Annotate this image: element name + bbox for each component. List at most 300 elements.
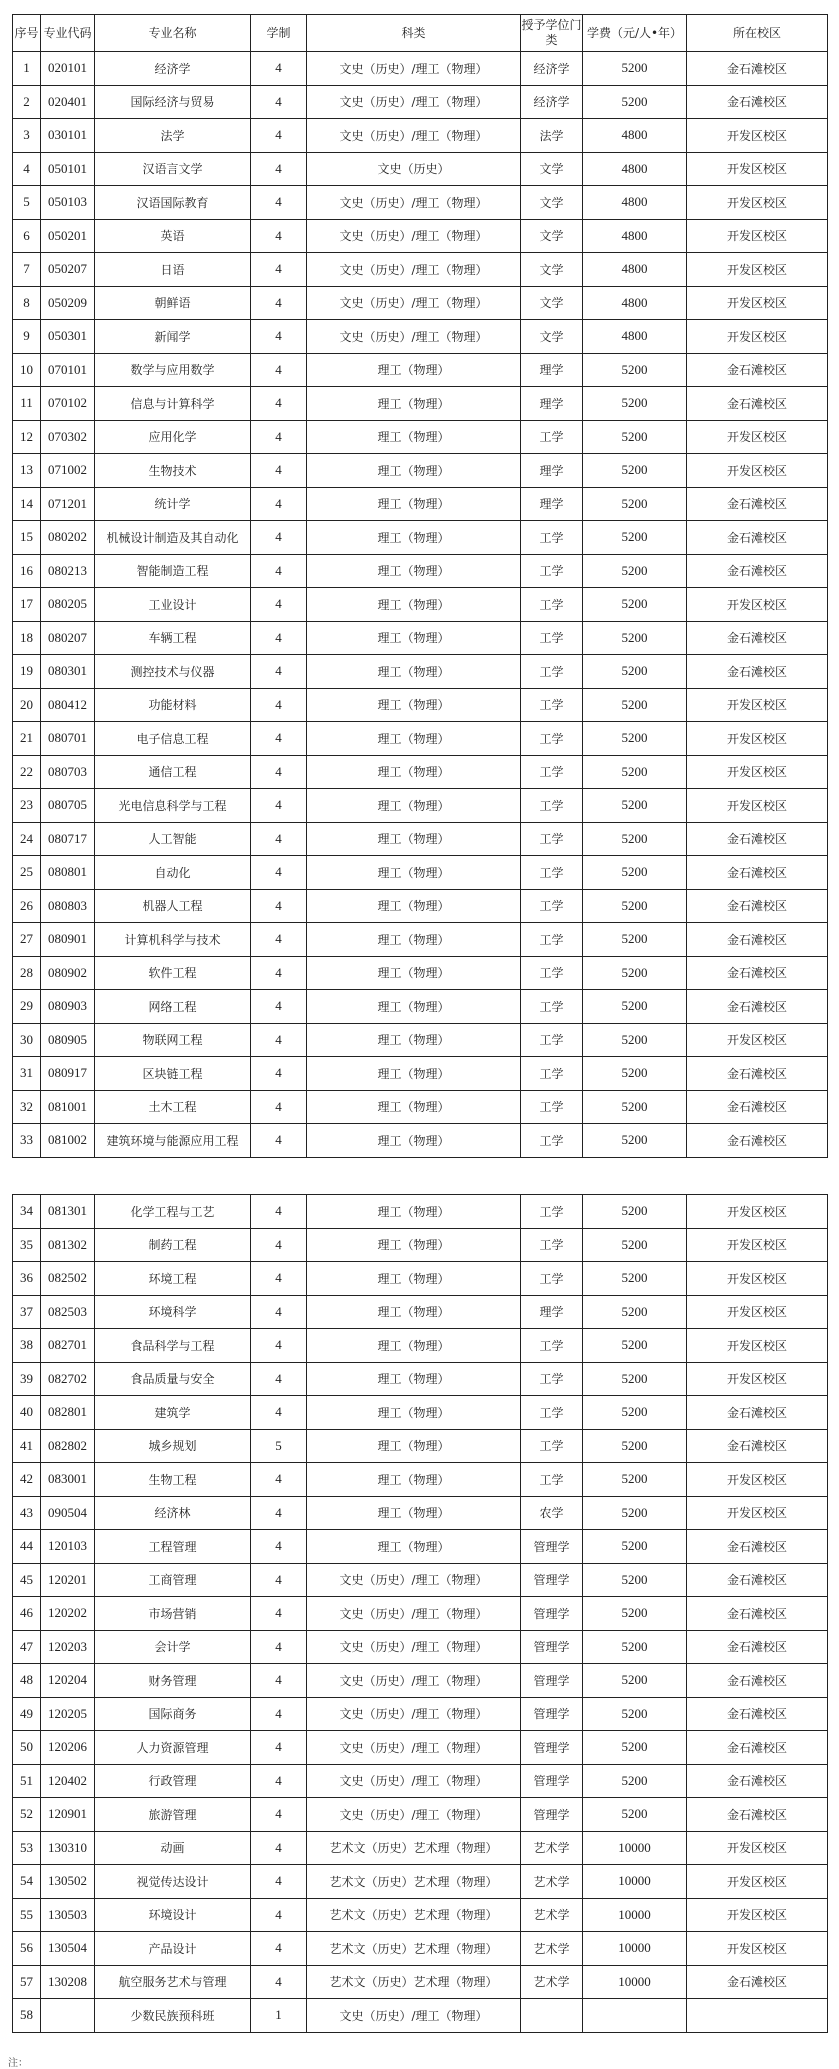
row-campus: 开发区校区 xyxy=(687,1228,828,1262)
row-degree: 文学 xyxy=(521,219,583,253)
row-code: 120205 xyxy=(41,1697,95,1731)
row-code: 120402 xyxy=(41,1764,95,1798)
row-subject: 艺术文（历史）艺术理（物理） xyxy=(307,1898,521,1932)
row-code: 020401 xyxy=(41,85,95,119)
row-name: 工业设计 xyxy=(95,588,251,622)
row-name: 智能制造工程 xyxy=(95,554,251,588)
table-row xyxy=(13,286,828,320)
row-subject: 理工（物理） xyxy=(307,621,521,655)
row-years: 4 xyxy=(251,1731,307,1765)
row-seq: 17 xyxy=(13,588,41,622)
row-degree: 经济学 xyxy=(521,52,583,86)
row-campus: 金石滩校区 xyxy=(687,1396,828,1430)
row-subject: 理工（物理） xyxy=(307,1530,521,1564)
row-name: 通信工程 xyxy=(95,755,251,789)
row-campus: 金石滩校区 xyxy=(687,956,828,990)
row-seq: 3 xyxy=(13,119,41,153)
row-subject: 理工（物理） xyxy=(307,1362,521,1396)
row-campus: 金石滩校区 xyxy=(687,923,828,957)
row-subject: 文史（历史）/理工（物理） xyxy=(307,119,521,153)
table-row xyxy=(13,1831,828,1865)
row-code: 082801 xyxy=(41,1396,95,1430)
table-row xyxy=(13,1530,828,1564)
table-row xyxy=(13,119,828,153)
row-seq: 41 xyxy=(13,1429,41,1463)
row-years: 1 xyxy=(251,1999,307,2033)
row-code: 070101 xyxy=(41,353,95,387)
row-subject: 理工（物理） xyxy=(307,1496,521,1530)
row-seq: 40 xyxy=(13,1396,41,1430)
row-subject: 文史（历史）/理工（物理） xyxy=(307,1999,521,2033)
row-code: 120202 xyxy=(41,1597,95,1631)
row-years: 4 xyxy=(251,1965,307,1999)
row-years: 4 xyxy=(251,889,307,923)
row-years: 4 xyxy=(251,219,307,253)
row-degree: 文学 xyxy=(521,152,583,186)
row-name: 网络工程 xyxy=(95,990,251,1024)
table-row xyxy=(13,1898,828,1932)
row-fee: 5200 xyxy=(583,588,687,622)
row-fee: 5200 xyxy=(583,655,687,689)
row-years: 4 xyxy=(251,1932,307,1966)
row-name: 光电信息科学与工程 xyxy=(95,789,251,823)
table-row xyxy=(13,1124,828,1158)
row-fee: 5200 xyxy=(583,1563,687,1597)
row-seq: 30 xyxy=(13,1023,41,1057)
row-fee: 10000 xyxy=(583,1965,687,1999)
row-campus: 金石滩校区 xyxy=(687,353,828,387)
row-subject: 理工（物理） xyxy=(307,387,521,421)
row-years: 4 xyxy=(251,1057,307,1091)
row-degree: 管理学 xyxy=(521,1664,583,1698)
table-row xyxy=(13,186,828,220)
row-subject: 文史（历史）/理工（物理） xyxy=(307,1731,521,1765)
table-row xyxy=(13,789,828,823)
row-campus: 开发区校区 xyxy=(687,1295,828,1329)
row-degree: 工学 xyxy=(521,621,583,655)
row-code: 050101 xyxy=(41,152,95,186)
row-degree: 工学 xyxy=(521,1090,583,1124)
row-subject: 理工（物理） xyxy=(307,1124,521,1158)
row-name: 汉语国际教育 xyxy=(95,186,251,220)
row-seq: 56 xyxy=(13,1932,41,1966)
majors-table-part1 xyxy=(12,14,828,1158)
row-subject: 理工（物理） xyxy=(307,554,521,588)
table-row xyxy=(13,588,828,622)
row-name: 统计学 xyxy=(95,487,251,521)
row-years: 4 xyxy=(251,655,307,689)
row-degree: 工学 xyxy=(521,1362,583,1396)
row-campus: 开发区校区 xyxy=(687,420,828,454)
row-years: 4 xyxy=(251,990,307,1024)
row-subject: 艺术文（历史）艺术理（物理） xyxy=(307,1965,521,1999)
header-name: 专业名称 xyxy=(95,15,251,52)
row-name: 物联网工程 xyxy=(95,1023,251,1057)
row-campus: 金石滩校区 xyxy=(687,1965,828,1999)
row-seq: 22 xyxy=(13,755,41,789)
row-degree: 管理学 xyxy=(521,1630,583,1664)
row-fee: 5200 xyxy=(583,1195,687,1229)
row-code: 082802 xyxy=(41,1429,95,1463)
row-degree: 工学 xyxy=(521,655,583,689)
row-years: 4 xyxy=(251,1463,307,1497)
row-degree: 管理学 xyxy=(521,1563,583,1597)
row-degree: 工学 xyxy=(521,722,583,756)
row-code: 080803 xyxy=(41,889,95,923)
row-fee: 5200 xyxy=(583,1057,687,1091)
row-subject: 理工（物理） xyxy=(307,1429,521,1463)
row-name: 环境工程 xyxy=(95,1262,251,1296)
row-degree: 工学 xyxy=(521,588,583,622)
row-subject: 文史（历史）/理工（物理） xyxy=(307,85,521,119)
row-name: 国际经济与贸易 xyxy=(95,85,251,119)
table-row xyxy=(13,487,828,521)
row-subject: 理工（物理） xyxy=(307,1396,521,1430)
row-degree: 工学 xyxy=(521,1228,583,1262)
row-name: 电子信息工程 xyxy=(95,722,251,756)
row-campus: 金石滩校区 xyxy=(687,1530,828,1564)
row-code: 080717 xyxy=(41,822,95,856)
row-name: 经济林 xyxy=(95,1496,251,1530)
row-seq: 24 xyxy=(13,822,41,856)
table-row xyxy=(13,320,828,354)
row-degree: 工学 xyxy=(521,990,583,1024)
row-seq: 42 xyxy=(13,1463,41,1497)
row-seq: 4 xyxy=(13,152,41,186)
row-fee: 4800 xyxy=(583,152,687,186)
table-row xyxy=(13,554,828,588)
row-code: 080701 xyxy=(41,722,95,756)
row-subject: 文史（历史）/理工（物理） xyxy=(307,320,521,354)
row-name: 软件工程 xyxy=(95,956,251,990)
row-name: 食品科学与工程 xyxy=(95,1329,251,1363)
row-fee: 5200 xyxy=(583,487,687,521)
row-campus: 开发区校区 xyxy=(687,789,828,823)
row-subject: 文史（历史）/理工（物理） xyxy=(307,1697,521,1731)
row-years: 4 xyxy=(251,1664,307,1698)
row-fee: 5200 xyxy=(583,1295,687,1329)
row-fee: 4800 xyxy=(583,186,687,220)
row-seq: 46 xyxy=(13,1597,41,1631)
row-campus: 开发区校区 xyxy=(687,1023,828,1057)
row-degree: 管理学 xyxy=(521,1530,583,1564)
row-seq: 19 xyxy=(13,655,41,689)
row-subject: 艺术文（历史）艺术理（物理） xyxy=(307,1831,521,1865)
row-degree: 理学 xyxy=(521,454,583,488)
row-name: 少数民族预科班 xyxy=(95,1999,251,2033)
table-row xyxy=(13,856,828,890)
row-years: 4 xyxy=(251,353,307,387)
row-degree: 艺术学 xyxy=(521,1965,583,1999)
row-seq: 38 xyxy=(13,1329,41,1363)
row-subject: 理工（物理） xyxy=(307,588,521,622)
row-fee: 5200 xyxy=(583,1630,687,1664)
row-degree: 艺术学 xyxy=(521,1932,583,1966)
row-code: 090504 xyxy=(41,1496,95,1530)
row-seq: 16 xyxy=(13,554,41,588)
row-years: 4 xyxy=(251,621,307,655)
row-name: 区块链工程 xyxy=(95,1057,251,1091)
row-fee: 5200 xyxy=(583,1530,687,1564)
row-campus: 开发区校区 xyxy=(687,1195,828,1229)
row-years: 4 xyxy=(251,85,307,119)
row-years: 4 xyxy=(251,1764,307,1798)
row-code: 120901 xyxy=(41,1798,95,1832)
row-years: 4 xyxy=(251,152,307,186)
row-seq: 18 xyxy=(13,621,41,655)
table-row xyxy=(13,1396,828,1430)
row-code: 080202 xyxy=(41,521,95,555)
table-row xyxy=(13,1731,828,1765)
row-code: 082701 xyxy=(41,1329,95,1363)
row-campus: 金石滩校区 xyxy=(687,1798,828,1832)
table-row xyxy=(13,1798,828,1832)
row-fee: 5200 xyxy=(583,856,687,890)
row-degree: 农学 xyxy=(521,1496,583,1530)
row-code: 130503 xyxy=(41,1898,95,1932)
row-name: 工程管理 xyxy=(95,1530,251,1564)
row-degree: 工学 xyxy=(521,1463,583,1497)
row-fee: 5200 xyxy=(583,722,687,756)
row-code: 050207 xyxy=(41,253,95,287)
row-years: 4 xyxy=(251,755,307,789)
row-seq: 50 xyxy=(13,1731,41,1765)
row-subject: 理工（物理） xyxy=(307,521,521,555)
table-body-part1 xyxy=(13,52,828,1158)
row-years: 4 xyxy=(251,1831,307,1865)
row-name: 市场营销 xyxy=(95,1597,251,1631)
table-row xyxy=(13,1329,828,1363)
table-row xyxy=(13,1697,828,1731)
table-row xyxy=(13,956,828,990)
row-name: 会计学 xyxy=(95,1630,251,1664)
row-subject: 文史（历史）/理工（物理） xyxy=(307,219,521,253)
row-campus: 金石滩校区 xyxy=(687,1057,828,1091)
row-code: 070102 xyxy=(41,387,95,421)
row-years: 4 xyxy=(251,856,307,890)
row-campus: 金石滩校区 xyxy=(687,655,828,689)
row-fee: 4800 xyxy=(583,286,687,320)
row-code xyxy=(41,1999,95,2033)
row-years: 4 xyxy=(251,186,307,220)
row-fee: 5200 xyxy=(583,1463,687,1497)
row-seq: 9 xyxy=(13,320,41,354)
row-seq: 55 xyxy=(13,1898,41,1932)
row-code: 050209 xyxy=(41,286,95,320)
row-code: 080903 xyxy=(41,990,95,1024)
row-fee: 5200 xyxy=(583,1798,687,1832)
row-degree: 工学 xyxy=(521,1262,583,1296)
header-years: 学制 xyxy=(251,15,307,52)
row-subject: 文史（历史）/理工（物理） xyxy=(307,1630,521,1664)
row-campus: 开发区校区 xyxy=(687,454,828,488)
row-name: 视觉传达设计 xyxy=(95,1865,251,1899)
row-name: 动画 xyxy=(95,1831,251,1865)
row-subject: 理工（物理） xyxy=(307,956,521,990)
table-row xyxy=(13,1195,828,1229)
row-seq: 2 xyxy=(13,85,41,119)
row-name: 航空服务艺术与管理 xyxy=(95,1965,251,1999)
row-campus: 金石滩校区 xyxy=(687,85,828,119)
row-seq: 12 xyxy=(13,420,41,454)
table-row xyxy=(13,454,828,488)
row-code: 071002 xyxy=(41,454,95,488)
row-fee: 5200 xyxy=(583,621,687,655)
row-degree: 工学 xyxy=(521,822,583,856)
row-years: 4 xyxy=(251,1563,307,1597)
row-name: 信息与计算科学 xyxy=(95,387,251,421)
row-code: 120201 xyxy=(41,1563,95,1597)
row-seq: 6 xyxy=(13,219,41,253)
table-row xyxy=(13,822,828,856)
row-fee: 5200 xyxy=(583,1362,687,1396)
row-campus: 开发区校区 xyxy=(687,152,828,186)
row-subject: 理工（物理） xyxy=(307,722,521,756)
row-years: 4 xyxy=(251,521,307,555)
row-years: 4 xyxy=(251,822,307,856)
row-name: 人工智能 xyxy=(95,822,251,856)
row-campus: 开发区校区 xyxy=(687,688,828,722)
row-seq: 47 xyxy=(13,1630,41,1664)
row-name: 计算机科学与技术 xyxy=(95,923,251,957)
row-degree: 工学 xyxy=(521,1429,583,1463)
row-subject: 理工（物理） xyxy=(307,1057,521,1091)
row-campus: 开发区校区 xyxy=(687,1329,828,1363)
table-row xyxy=(13,1463,828,1497)
table-row xyxy=(13,1262,828,1296)
row-seq: 1 xyxy=(13,52,41,86)
row-years: 4 xyxy=(251,420,307,454)
row-code: 130310 xyxy=(41,1831,95,1865)
row-seq: 34 xyxy=(13,1195,41,1229)
row-fee: 5200 xyxy=(583,1664,687,1698)
row-years: 4 xyxy=(251,1530,307,1564)
table-row xyxy=(13,219,828,253)
row-years: 4 xyxy=(251,253,307,287)
table-row xyxy=(13,353,828,387)
row-name: 生物技术 xyxy=(95,454,251,488)
row-campus: 金石滩校区 xyxy=(687,487,828,521)
row-campus: 金石滩校区 xyxy=(687,1563,828,1597)
row-fee: 5200 xyxy=(583,554,687,588)
table-row xyxy=(13,1764,828,1798)
row-code: 130502 xyxy=(41,1865,95,1899)
row-fee: 5200 xyxy=(583,85,687,119)
row-degree: 工学 xyxy=(521,688,583,722)
row-subject: 理工（物理） xyxy=(307,1195,521,1229)
row-degree: 艺术学 xyxy=(521,1898,583,1932)
row-code: 080917 xyxy=(41,1057,95,1091)
row-code: 082502 xyxy=(41,1262,95,1296)
table-row xyxy=(13,52,828,86)
row-subject: 理工（物理） xyxy=(307,353,521,387)
row-campus: 金石滩校区 xyxy=(687,822,828,856)
row-campus: 金石滩校区 xyxy=(687,52,828,86)
row-subject: 理工（物理） xyxy=(307,1090,521,1124)
table-row xyxy=(13,420,828,454)
row-code: 080901 xyxy=(41,923,95,957)
row-fee: 5200 xyxy=(583,1262,687,1296)
row-degree: 理学 xyxy=(521,487,583,521)
row-fee: 10000 xyxy=(583,1831,687,1865)
row-subject: 理工（物理） xyxy=(307,1228,521,1262)
row-name: 法学 xyxy=(95,119,251,153)
row-campus: 开发区校区 xyxy=(687,1463,828,1497)
row-subject: 理工（物理） xyxy=(307,655,521,689)
row-degree: 工学 xyxy=(521,420,583,454)
row-campus: 开发区校区 xyxy=(687,119,828,153)
row-code: 081301 xyxy=(41,1195,95,1229)
row-degree: 管理学 xyxy=(521,1764,583,1798)
table-row xyxy=(13,1228,828,1262)
row-subject: 文史（历史）/理工（物理） xyxy=(307,1764,521,1798)
row-years: 4 xyxy=(251,454,307,488)
row-code: 120103 xyxy=(41,1530,95,1564)
row-years: 4 xyxy=(251,1496,307,1530)
row-subject: 文史（历史）/理工（物理） xyxy=(307,253,521,287)
row-years: 4 xyxy=(251,1798,307,1832)
row-name: 化学工程与工艺 xyxy=(95,1195,251,1229)
row-name: 日语 xyxy=(95,253,251,287)
row-code: 081001 xyxy=(41,1090,95,1124)
row-name: 制药工程 xyxy=(95,1228,251,1262)
row-years: 4 xyxy=(251,1697,307,1731)
header-fee: 学费（元/人•年） xyxy=(583,15,687,52)
row-subject: 理工（物理） xyxy=(307,990,521,1024)
row-code: 120206 xyxy=(41,1731,95,1765)
row-seq: 53 xyxy=(13,1831,41,1865)
row-fee: 5200 xyxy=(583,822,687,856)
row-seq: 43 xyxy=(13,1496,41,1530)
row-campus: 开发区校区 xyxy=(687,1496,828,1530)
row-seq: 32 xyxy=(13,1090,41,1124)
row-campus: 金石滩校区 xyxy=(687,1731,828,1765)
row-campus: 开发区校区 xyxy=(687,320,828,354)
row-name: 旅游管理 xyxy=(95,1798,251,1832)
header-seq: 序号 xyxy=(13,15,41,52)
row-fee: 5200 xyxy=(583,889,687,923)
row-campus: 金石滩校区 xyxy=(687,387,828,421)
row-years: 4 xyxy=(251,789,307,823)
row-subject: 理工（物理） xyxy=(307,789,521,823)
row-degree: 工学 xyxy=(521,1124,583,1158)
row-seq: 14 xyxy=(13,487,41,521)
row-name: 经济学 xyxy=(95,52,251,86)
row-campus: 金石滩校区 xyxy=(687,521,828,555)
row-years: 4 xyxy=(251,688,307,722)
majors-table-part2 xyxy=(12,1194,828,2033)
row-subject: 理工（物理） xyxy=(307,856,521,890)
row-code: 050301 xyxy=(41,320,95,354)
row-name: 英语 xyxy=(95,219,251,253)
row-name: 自动化 xyxy=(95,856,251,890)
row-seq: 29 xyxy=(13,990,41,1024)
row-name: 城乡规划 xyxy=(95,1429,251,1463)
row-subject: 文史（历史） xyxy=(307,152,521,186)
row-degree: 工学 xyxy=(521,554,583,588)
row-code: 080213 xyxy=(41,554,95,588)
row-name: 行政管理 xyxy=(95,1764,251,1798)
row-degree: 工学 xyxy=(521,889,583,923)
row-campus: 开发区校区 xyxy=(687,1865,828,1899)
row-seq: 23 xyxy=(13,789,41,823)
table-row xyxy=(13,1090,828,1124)
row-code: 070302 xyxy=(41,420,95,454)
row-seq: 5 xyxy=(13,186,41,220)
row-name: 测控技术与仪器 xyxy=(95,655,251,689)
row-subject: 理工（物理） xyxy=(307,1463,521,1497)
row-degree: 工学 xyxy=(521,521,583,555)
